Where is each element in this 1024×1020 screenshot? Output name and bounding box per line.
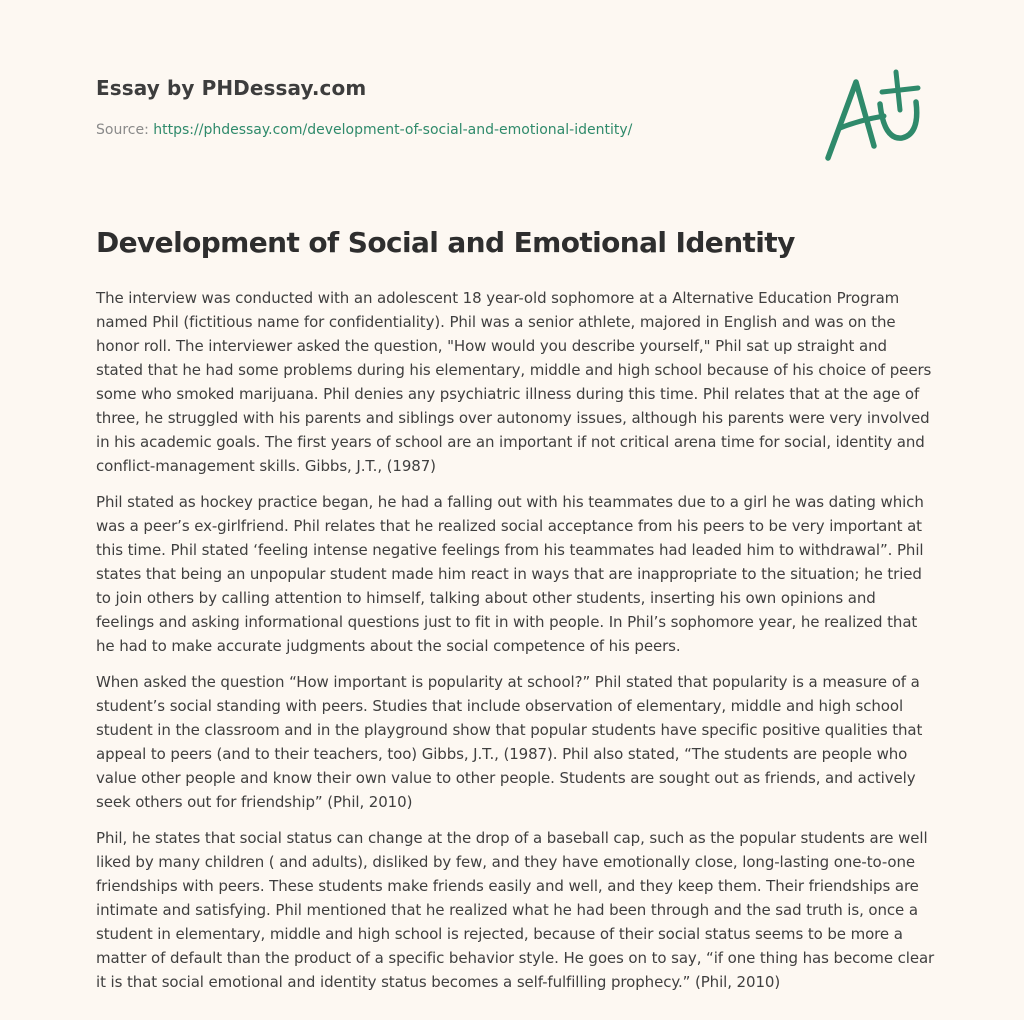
source-label: Source: [96,122,149,138]
source-line [96,122,632,138]
essay-paragraph: When asked the question “How important is popularity at school?” Phil stated that popularity is a measure of a student’s social standing with peers. Studies that include observation of elementary, middle and high school student in the classroom and in the playground show that popular students have specific positive qualities that appeal to peers (and to their teachers, too) Gibbs, J.T., (1987). Phil also stated, “The students are people who value other people and know their own value to other people. Students are sought out as friends, and actively seek others out for friendship” (Phil, 2010) [96,673,923,811]
essay-title: Development of Social and Emotional Identity [96,226,795,259]
brand-title: Essay by PHDessay.com [96,76,367,100]
essay-header [96,76,632,138]
essay-body [96,286,938,1006]
essay-paragraph: Phil, he states that social status can change at the drop of a baseball cap, such as the popular students are well liked by many children ( and adults), disliked by few, and they have emotionally close, long-lasting one-to-one friendships with peers. These students make friends easily and well, and they keep them. Their friendships are intimate and satisfying. Phil mentioned that he realized what he had been through and the sad truth is, once a student in elementary, middle and high school is rejected, because of their social status seems to be more a matter of default than the product of a specific behavior style. He goes on to say, “if one thing has become clear it is that social emotional and identity status becomes a self-fulfilling prophecy.” (Phil, 2010) [96,829,935,991]
essay-paragraph: Phil stated as hockey practice began, he had a falling out with his teammates due to a girl he was dating which was a peer’s ex-girlfriend. Phil relates that he realized social acceptance from his peers to be very important at this time. Phil stated ‘feeling intense negative feelings from his teammates had leaded him to withdrawal”. Phil states that being an unpopular student made him react in ways that are inappropriate to the situation; he tried to join others by calling attention to himself, talking about other students, inserting his own opinions and feelings and asking informational questions just to fit in with people. In Phil’s sophomore year, he realized that he had to make accurate judgments about the social competence of his peers. [96,493,924,655]
essay-paragraph: The interview was conducted with an adolescent 18 year-old sophomore at a Alternative Education Program named Phil (fictitious name for confidentiality). Phil was a senior athlete, majored in English and was on the honor roll. The interviewer asked the question, "How would you describe yourself," Phil sat up straight and stated that he had some problems during his elementary, middle and high school because of his choice of peers some who smoked marijuana. Phil denies any psychiatric illness during this time. Phil relates that at the age of three, he struggled with his parents and siblings over autonomy issues, although his parents were very involved in his academic goals. The first years of school are an important if not critical arena time for social, identity and conflict-management skills. Gibbs, J.T., (1987) [96,289,932,475]
source-link[interactable]: https://phdessay.com/development-of-social-and-emotional-identity/ [153,122,633,138]
a-plus-grade-icon [818,64,930,166]
